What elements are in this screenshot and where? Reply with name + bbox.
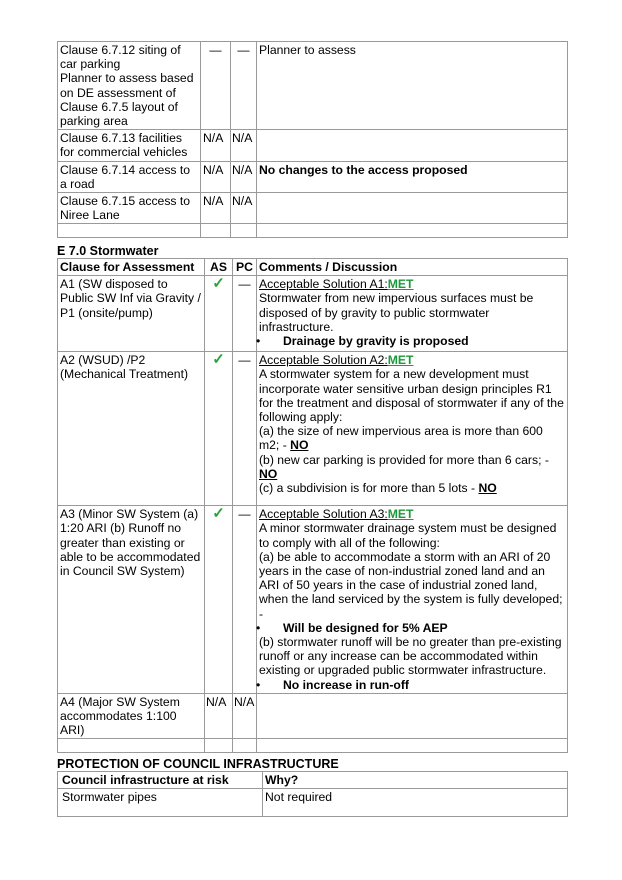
tick-icon: ✓ [212,505,225,523]
clause-cell [58,42,201,130]
bullet-item: • No increase in run-off [259,678,565,692]
clause-cell: Clause 6.7.15 access to Niree Lane [58,193,201,224]
table-row-empty [58,224,568,238]
clause-cell: A2 (WSUD) /P2 (Mechanical Treatment) [58,352,205,506]
header-as: AS [205,259,233,276]
answer-a: NO [290,438,309,453]
comment-cell [257,276,568,352]
solution-title: Acceptable Solution A3: [259,507,388,522]
clause-cell: A4 (Major SW System accommodates 1:100 ARI) [58,693,205,739]
pc-cell: N/A [233,693,257,739]
clause-cell: A1 (SW disposed to Public SW Inf via Gravity / P1 (onsite/pump) [58,276,205,352]
header-why: Why? [263,772,568,789]
protection-heading: PROTECTION OF COUNCIL INFRASTRUCTURE [57,757,339,771]
solution-text: A minor stormwater drainage system must be designed to comply with all of the following: [259,521,557,550]
pc-cell: N/A [231,193,257,224]
header-comments: Comments / Discussion [257,259,568,276]
clause-extra-text: Planner to assess based on DE assessment of Clause 6.7.5 layout of parking area [60,71,194,129]
pc-cell: — [233,276,257,352]
as-cell [205,506,233,694]
infra-cell: Stormwater pipes [58,789,263,817]
planning-clauses-table [57,41,568,238]
as-cell: — [201,42,231,130]
met-badge: MET [387,277,414,292]
comment-cell: No changes to the access proposed [257,161,568,192]
solution-title: Acceptable Solution A2: [259,353,388,368]
solution-title: Acceptable Solution A1: [259,277,388,292]
as-cell [205,276,233,352]
table-row-a3 [58,506,568,694]
condition-c: (c) a subdivision is for more than 5 lots - [259,481,476,496]
as-cell [205,352,233,506]
comment-cell [257,506,568,694]
as-cell: N/A [201,130,231,161]
comment-cell [257,352,568,506]
tick-icon: ✓ [212,351,225,369]
clause-cell: Clause 6.7.13 facilities for commercial vehicles [58,130,201,161]
pc-cell: — [231,42,257,130]
clause-cell: Clause 6.7.14 access to a road [58,161,201,192]
pc-cell: N/A [231,130,257,161]
header-clause: Clause for Assessment [58,259,205,276]
as-cell: N/A [201,193,231,224]
stormwater-table [57,258,568,753]
pc-cell: — [233,506,257,694]
condition-b: (b) new car parking is provided for more than 6 cars; - [259,452,549,467]
condition-a: (a) the size of new impervious area is more than 600 m2; - [259,424,543,453]
clause-text: Clause 6.7.12 siting of car parking [60,43,181,72]
answer-b: NO [259,466,278,481]
as-cell: N/A [205,693,233,739]
tick-icon: ✓ [212,275,225,293]
header-infra: Council infrastructure at risk [58,772,263,789]
table-row [58,161,568,192]
met-badge: MET [387,353,414,368]
table-row-a4 [58,693,568,739]
protection-table [57,771,568,817]
clause-cell: A3 (Minor SW System (a) 1:20 ARI (b) Runoff no greater than existing or able to be accommodated in Council SW System) [58,506,205,694]
condition-b: (b) stormwater runoff will be no greater than pre-existing runoff or any increase can be accommodated within existing or upgraded public stormwater infrastructure. [259,635,562,678]
answer-c: NO [478,481,497,496]
as-cell: N/A [201,161,231,192]
condition-a: (a) be able to accommodate a storm with an ARI of 20 years in the case of non-industrial zoned land and an ARI of 50 years in the case of industrial zoned land, when the land serviced by the system is fully developed; - [259,549,563,621]
solution-text: Stormwater from new impervious surfaces must be disposed of by gravity to public stormwater infrastructure. [259,291,534,334]
table-header-row [58,772,568,789]
stormwater-heading: E 7.0 Stormwater [57,244,159,258]
solution-text: A stormwater system for a new development must incorporate water sensitive urban design principles R1 for the treatment and disposal of stormwater if any of the following apply: [259,367,564,425]
bullet-item: • Drainage by gravity is proposed [259,334,565,348]
table-row [58,130,568,161]
comment-cell [257,130,568,161]
table-row-a2 [58,352,568,506]
table-header-row [58,259,568,276]
table-row-empty [58,739,568,753]
comment-cell [257,193,568,224]
header-pc: PC [233,259,257,276]
pc-cell: — [233,352,257,506]
why-cell: Not required [263,789,568,817]
comment-cell: Planner to assess [257,42,568,130]
bullet-item: • Will be designed for 5% AEP [259,621,565,635]
met-badge: MET [387,507,414,522]
table-row-a1 [58,276,568,352]
table-row [58,193,568,224]
table-row [58,789,568,817]
pc-cell: N/A [231,161,257,192]
table-row [58,42,568,130]
comment-cell [257,693,568,739]
